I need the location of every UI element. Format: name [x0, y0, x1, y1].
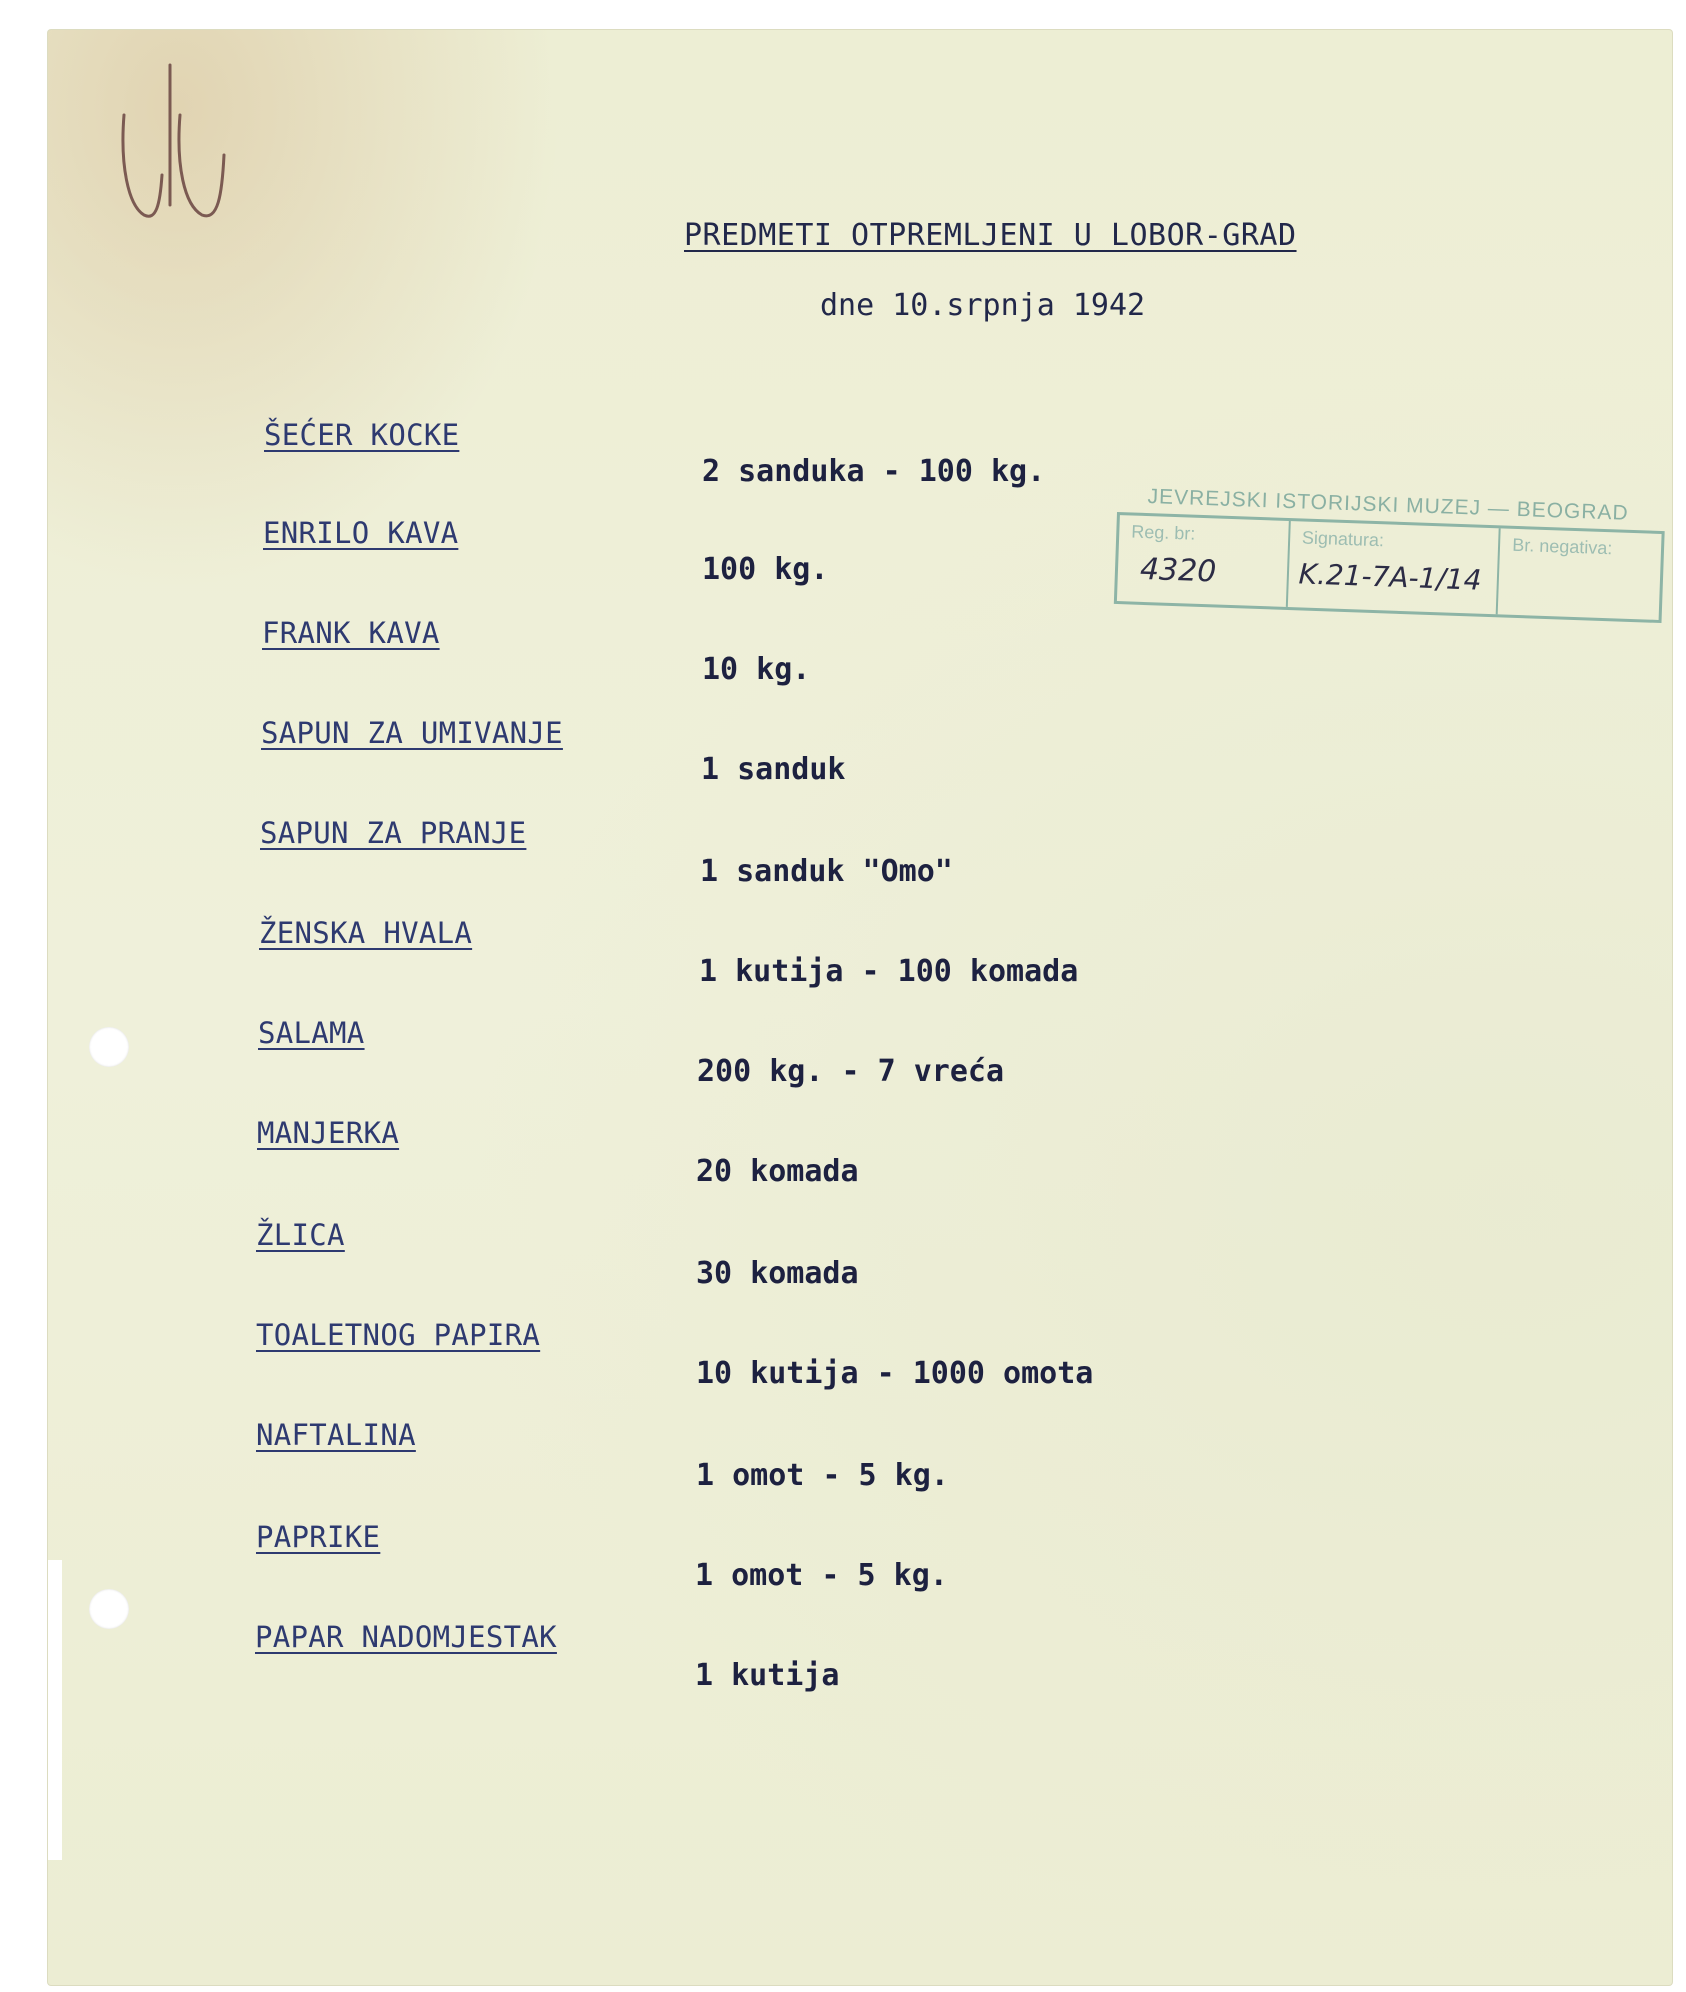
item-name: ŽENSKA HVALA — [259, 916, 473, 950]
stamp-reg-cell — [1117, 515, 1291, 607]
item-name: MANJERKA — [257, 1116, 400, 1150]
stamp-negative-cell — [1498, 528, 1662, 620]
item-quantity: 2 sanduka - 100 kg. — [702, 454, 1046, 489]
punch-hole-upper — [89, 1027, 129, 1067]
stamp-box — [1114, 512, 1665, 623]
item-name: SAPUN ZA PRANJE — [260, 816, 527, 850]
item-name: ŠEĆER KOCKE — [264, 418, 460, 452]
item-name: ŽLICA — [256, 1218, 345, 1252]
punch-hole-lower — [89, 1589, 129, 1629]
document-date: dne 10.srpnja 1942 — [820, 288, 1146, 323]
stamp-signature-label: Signatura: — [1301, 527, 1385, 551]
item-quantity: 20 komada — [696, 1154, 859, 1189]
item-quantity: 1 sanduk "Omo" — [700, 854, 953, 889]
item-name: NAFTALINA — [256, 1418, 416, 1452]
item-quantity: 200 kg. - 7 vreća — [697, 1054, 1005, 1089]
stamp-reg-label: Reg. br: — [1131, 521, 1196, 544]
item-name: TOALETNOG PAPIRA — [256, 1318, 541, 1352]
stamp-signature-value: K.21-7A-1/14 — [1298, 557, 1483, 597]
stamp-museum-name: JEVREJSKI ISTORIJSKI MUZEJ — BEOGRAD — [1147, 485, 1630, 525]
stamp-signature-cell — [1288, 521, 1501, 614]
item-name: SAPUN ZA UMIVANJE — [261, 716, 563, 750]
item-quantity: 1 kutija — [695, 1658, 840, 1693]
stamp-reg-value: 4320 — [1139, 551, 1217, 590]
item-name: SALAMA — [258, 1016, 365, 1050]
item-quantity: 1 kutija - 100 komada — [699, 954, 1079, 989]
item-name: PAPAR NADOMJESTAK — [255, 1620, 557, 1654]
item-name: ENRILO KAVA — [263, 516, 459, 550]
museum-stamp — [1113, 484, 1670, 653]
item-name: FRANK KAVA — [262, 616, 440, 650]
item-quantity: 100 kg. — [702, 552, 829, 587]
paper-sheet — [48, 30, 1672, 1985]
item-quantity: 10 kutija - 1000 omota — [696, 1356, 1094, 1391]
item-quantity: 1 omot - 5 kg. — [695, 1558, 948, 1593]
item-quantity: 10 kg. — [702, 652, 811, 687]
document-title: PREDMETI OTPREMLJENI U LOBOR-GRAD — [684, 218, 1297, 253]
stamp-negative-label: Br. negativa: — [1511, 534, 1613, 559]
torn-edge — [48, 1560, 62, 1860]
item-quantity: 1 sanduk — [701, 752, 846, 787]
item-name: PAPRIKE — [256, 1520, 381, 1554]
item-quantity: 30 komada — [696, 1256, 859, 1291]
pencil-mark-icon — [110, 55, 240, 225]
item-quantity: 1 omot - 5 kg. — [696, 1458, 949, 1493]
